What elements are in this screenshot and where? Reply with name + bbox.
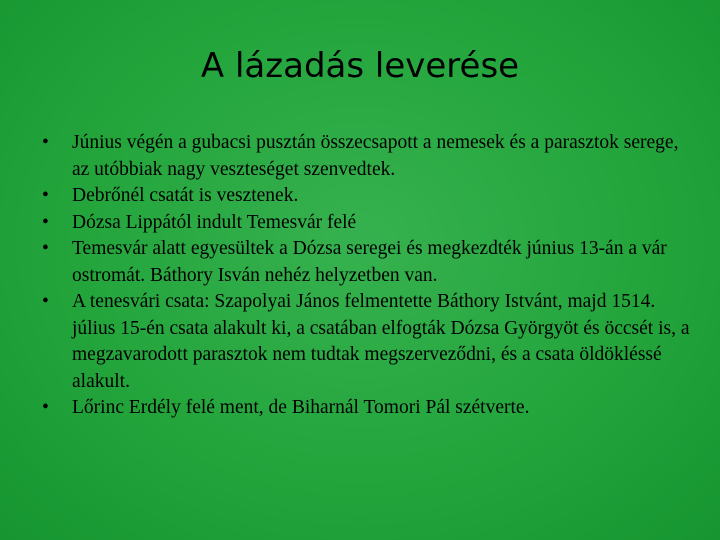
bullet-item [42,289,692,395]
bullet-item [42,210,692,237]
bullet-dot-icon: • [42,397,49,418]
bullet-dot-icon: • [42,211,49,233]
bullet-text: Temesvár alatt egyesültek a Dózsa seregei és megkezdték június 13-án a vár ostromát. Báthory Isván nehéz helyzetben van. [72,238,667,286]
bullet-dot-icon: • [42,238,49,259]
bullet-text: Június végén a gubacsi pusztán összecsapott a nemesek és a parasztok serege, az utóbbiak nagy veszteséget szenvedtek. [72,132,679,180]
bullet-text: A tenesvári csata: Szapolyai János felmentette Báthory Istvánt, majd 1514. július 15-én csata alakult ki, a csatában elfogták Dózsa Györgyöt és öccsét is, a megzavarodott parasztok nem tudtak megszerveződni, és a csata öldökléssé alakult. [72,291,690,392]
bullet-text: Lőrinc Erdély felé ment, de Biharnál Tomori Pál szétverte. [72,397,530,418]
bullet-dot-icon: • [42,185,49,206]
bullet-item [42,130,692,183]
slide-title: A lázadás leverése [200,46,520,86]
bullet-dot-icon: • [42,132,49,153]
bullet-list [42,130,692,422]
bullet-text: Debrőnél csatát is vesztenek. [72,185,299,206]
bullet-dot-icon: • [42,291,49,312]
bullet-item [42,236,692,289]
bullet-item [42,395,692,422]
bullet-text: Dózsa Lippától indult Temesvár felé [72,211,357,233]
bullet-item [42,183,692,210]
